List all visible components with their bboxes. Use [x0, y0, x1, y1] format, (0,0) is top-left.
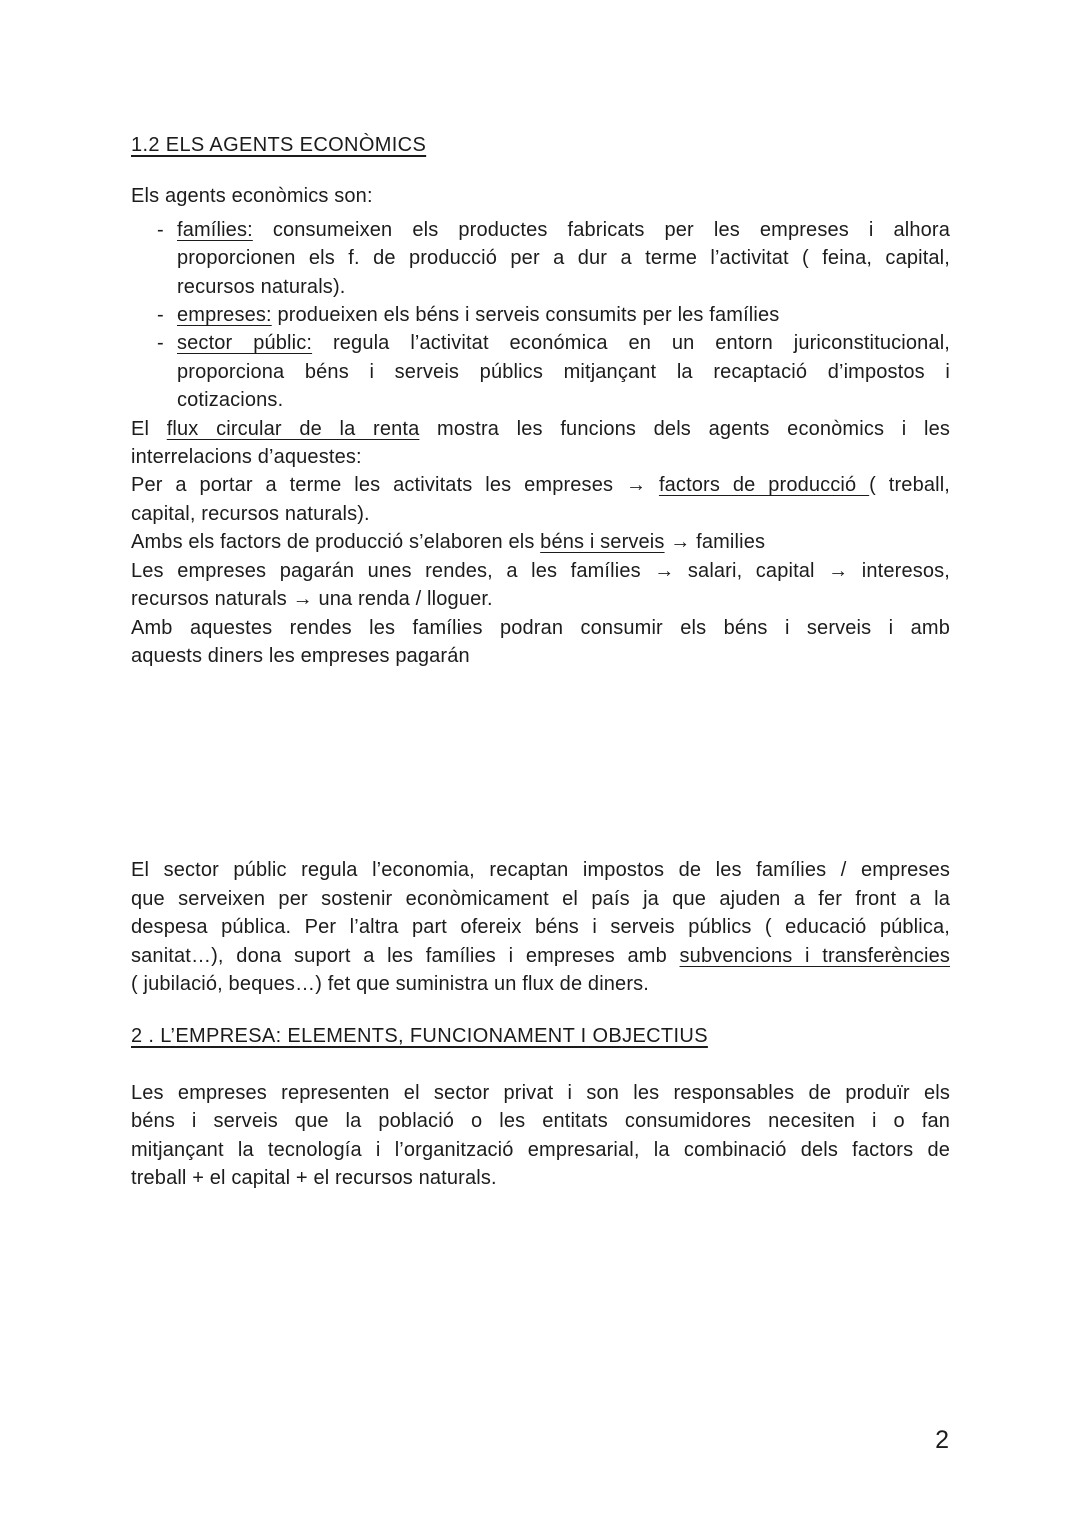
- text-line: [177, 216, 950, 244]
- underlined-text: famílies:: [177, 218, 253, 241]
- text-line: [177, 273, 950, 301]
- text-segment: → families: [664, 531, 766, 554]
- paragraph-empreses-sector-privat: [131, 1079, 950, 1193]
- paragraph-flux-circular: [131, 415, 950, 472]
- text-segment: proporciona béns i serveis públics mitjançant la recaptació d’impostos i: [177, 360, 950, 383]
- text-segment: mitjançant la tecnología i l’organització empresarial, la combinació dels factors de: [131, 1138, 950, 1161]
- text-line: [131, 614, 950, 642]
- bullet-dash: -: [157, 304, 164, 327]
- bullet-dash: -: [157, 218, 164, 241]
- text-line: [131, 415, 950, 443]
- text-segment: Les empreses pagarán unes rendes, a les famílies → salari, capital → interesos,: [131, 559, 950, 582]
- text-segment: ( jubilació, beques…) fet que suministra un flux de diners.: [131, 972, 649, 995]
- underlined-text: empreses:: [177, 304, 272, 327]
- text-line: [131, 1107, 950, 1135]
- text-line: [131, 913, 950, 941]
- text-segment: cotizacions.: [177, 389, 284, 412]
- text-segment: regula l’activitat económica en un entorn juriconstitucional,: [312, 332, 950, 355]
- bullet-dash: -: [157, 332, 164, 355]
- bullet-text-sector-public: [177, 329, 950, 414]
- underlined-text: sector públic:: [177, 332, 313, 355]
- text-segment: proporcionen els f. de producció per a dur a terme l’activitat ( feina, capital,: [177, 247, 950, 270]
- paragraph-rendes: [131, 557, 950, 614]
- text-segment: recursos naturals).: [177, 275, 346, 298]
- text-segment: Ambs els factors de producció s’elaboren els: [131, 531, 541, 554]
- text-segment: El: [131, 417, 167, 440]
- section-heading-agents-economics: 1.2 ELS AGENTS ECONÒMICS: [131, 134, 427, 156]
- text-line: [131, 443, 950, 471]
- text-line: [131, 1164, 950, 1192]
- text-segment: sanitat…), dona suport a les famílies i empreses amb: [131, 944, 680, 967]
- text-segment: El sector públic regula l’economia, recaptan impostos de les famílies / empreses: [131, 859, 950, 882]
- bullet-text-families: [177, 216, 950, 301]
- text-line: [131, 557, 950, 585]
- text-segment: consumeixen els productes fabricats per les empreses i alhora: [252, 218, 950, 241]
- bullet-item-empreses: [131, 301, 950, 329]
- text-line: [131, 1079, 950, 1107]
- paragraph-factors-produccio: [131, 471, 950, 528]
- text-segment: Per a portar a terme les activitats les empreses →: [131, 474, 659, 497]
- text-segment: recursos naturals → una renda / lloguer.: [131, 588, 493, 611]
- text-line: [131, 500, 950, 528]
- text-line: [177, 329, 950, 357]
- bullet-list: [131, 216, 950, 415]
- paragraph-sector-public-regula: [131, 856, 950, 998]
- text-line: [131, 585, 950, 613]
- section-heading-empresa: 2 . L’EMPRESA: ELEMENTS, FUNCIONAMENT I OBJECTIUS: [131, 1025, 708, 1048]
- text-line: [131, 1136, 950, 1164]
- diagram-placeholder-gap: [131, 670, 950, 856]
- paragraph-consumir: [131, 614, 950, 671]
- text-segment: interrelacions d’aquestes:: [131, 446, 362, 469]
- underlined-text: factors de producció: [658, 474, 870, 497]
- text-segment: mostra les funcions dels agents econòmics i les: [419, 417, 950, 440]
- underlined-text: subvencions i transferències: [679, 944, 950, 967]
- text-segment: béns i serveis que la població o les entitats consumidores necesiten i o fan: [131, 1110, 950, 1133]
- underlined-text: béns i serveis: [540, 531, 665, 554]
- underlined-text: flux circular de la renta: [166, 417, 420, 440]
- text-line: [131, 942, 950, 970]
- text-segment: que serveixen per sostenir econòmicament el país ja que ajuden a fer front a la: [131, 887, 950, 910]
- bullet-text-empreses: [177, 301, 950, 329]
- text-segment: aquests diners les empreses pagarán: [131, 644, 470, 667]
- text-segment: despesa pública. Per l’altra part ofereix béns i serveis públics ( educació pública,: [131, 916, 950, 939]
- text-line: [131, 856, 950, 884]
- bullet-item-families: [131, 216, 950, 301]
- text-segment: capital, recursos naturals).: [131, 502, 370, 525]
- text-line: [131, 642, 950, 670]
- paragraph-intro: Els agents econòmics son:: [131, 185, 373, 208]
- text-line: [177, 358, 950, 386]
- text-segment: produeixen els béns i serveis consumits per les famílies: [271, 304, 780, 327]
- page-number: 2: [935, 1426, 949, 1454]
- text-line: [177, 386, 950, 414]
- text-segment: treball + el capital + el recursos naturals.: [131, 1166, 497, 1189]
- text-line: [177, 301, 950, 329]
- paragraph-bens-serveis: [131, 528, 950, 556]
- text-line: [131, 885, 950, 913]
- text-line: [131, 471, 950, 499]
- text-line: [131, 970, 950, 998]
- text-segment: ( treball,: [869, 474, 951, 497]
- text-line: [177, 244, 950, 272]
- bullet-item-sector-public: [131, 329, 950, 414]
- text-line: [131, 528, 950, 556]
- text-segment: Les empreses representen el sector privat i son les responsables de produïr els: [131, 1081, 950, 1104]
- document-content: [131, 131, 950, 1192]
- text-segment: Amb aquestes rendes les famílies podran consumir els béns i serveis i amb: [131, 616, 950, 639]
